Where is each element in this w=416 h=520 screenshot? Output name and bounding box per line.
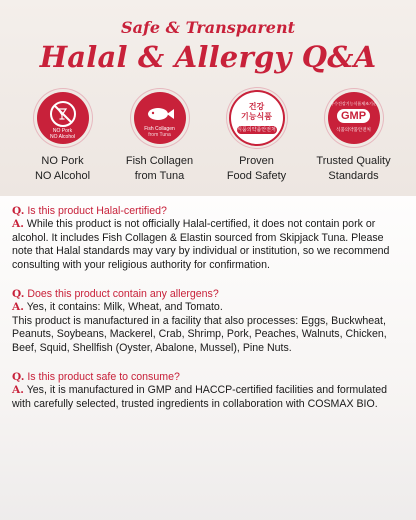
icon-text-line: NO Pork: [52, 128, 73, 134]
badge-label-line: Fish Collagen: [125, 155, 194, 167]
answer-prefix: A.: [12, 218, 24, 230]
icon-text-line: 우수건강기능식품제조기준: [330, 101, 377, 106]
question: [12, 370, 406, 384]
badge-label-line: Trusted Quality: [316, 155, 391, 167]
answer-text: Yes, it contains: Milk, Wheat, and Tomato.: [26, 301, 223, 313]
icon-text-line: 건강: [248, 102, 265, 111]
no-pork-alcohol-icon: [37, 92, 89, 144]
icon-text-line: 식품의약품안전처: [336, 127, 371, 132]
answer-prefix: A.: [12, 301, 24, 313]
badge-label: [35, 154, 90, 184]
icon-text-line: from Tuna: [148, 132, 171, 138]
icon-text-line: 식품의약품안전처: [237, 127, 276, 133]
badge-label-line: from Tuna: [134, 170, 185, 182]
icon-text-line: NO Alcohol: [49, 134, 75, 140]
badge-food-safety: [209, 92, 305, 184]
question-text: Is this product safe to consume?: [27, 371, 180, 383]
question-prefix: Q.: [12, 205, 25, 217]
qa-item-allergens: [12, 287, 406, 355]
answer-prefix: A.: [12, 384, 24, 396]
qa-item-halal: [12, 204, 406, 272]
page-subtitle: Safe & Transparent: [121, 18, 295, 37]
answer: [12, 384, 406, 411]
fish-icon: [134, 92, 186, 144]
badge-fish-collagen: [112, 92, 208, 184]
question: [12, 287, 406, 301]
badge-gmp: [306, 92, 402, 184]
qa-section: [0, 196, 416, 520]
question-text: Is this product Halal-certified?: [27, 205, 167, 217]
question-prefix: Q.: [12, 371, 25, 383]
header-section: [0, 0, 416, 196]
answer-detail: This product is manufactured in a facility that also processes: Eggs, Buckwheat, Peanuts, Soybeans, Mackerel, Crab, Shrimp, Pork, Peaches, Walnuts, Chicken, Beef, Squid, Shellfish (Oyster, Abalone, Mussel), Pine Nuts.: [12, 314, 387, 354]
icon-text-line: 기능식품: [241, 112, 272, 121]
health-food-seal-icon: [231, 92, 283, 144]
icon-text-line: Fish Collagen: [144, 126, 175, 132]
page-title: Halal & Allergy Q&A: [39, 40, 377, 74]
feature-badges: [0, 92, 416, 184]
answer: [12, 218, 406, 272]
answer: [12, 301, 406, 315]
badge-label-line: NO Alcohol: [34, 170, 91, 182]
answer-text: Yes, it is manufactured in GMP and HACCP-certified facilities and formulated with carefully selected, trusted ingredients in collaboration with COSMAX BIO.: [12, 384, 388, 410]
badge-label-line: NO Pork: [41, 155, 84, 167]
gmp-seal-icon: [328, 92, 380, 144]
question: [12, 204, 406, 218]
badge-label-line: Food Safety: [226, 170, 287, 182]
qa-item-safety: [12, 370, 406, 411]
answer-text: While this product is not officially Halal-certified, it does not contain pork or alcohol. It includes Fish Collagen & Elastin sourced from Skipjack Tuna. Please note that Halal standards may vary by individual or institution, so we recommend consulting with your religious authority for confirmation.: [12, 218, 390, 271]
badge-label-line: Proven: [239, 155, 274, 167]
badge-label: [126, 154, 193, 184]
gmp-text: GMP: [337, 109, 370, 123]
badge-label: [227, 154, 286, 184]
badge-no-pork: [15, 92, 111, 184]
question-text: Does this product contain any allergens?: [27, 288, 219, 300]
question-prefix: Q.: [12, 288, 25, 300]
badge-label: [316, 154, 390, 184]
badge-label-line: Standards: [328, 170, 379, 182]
